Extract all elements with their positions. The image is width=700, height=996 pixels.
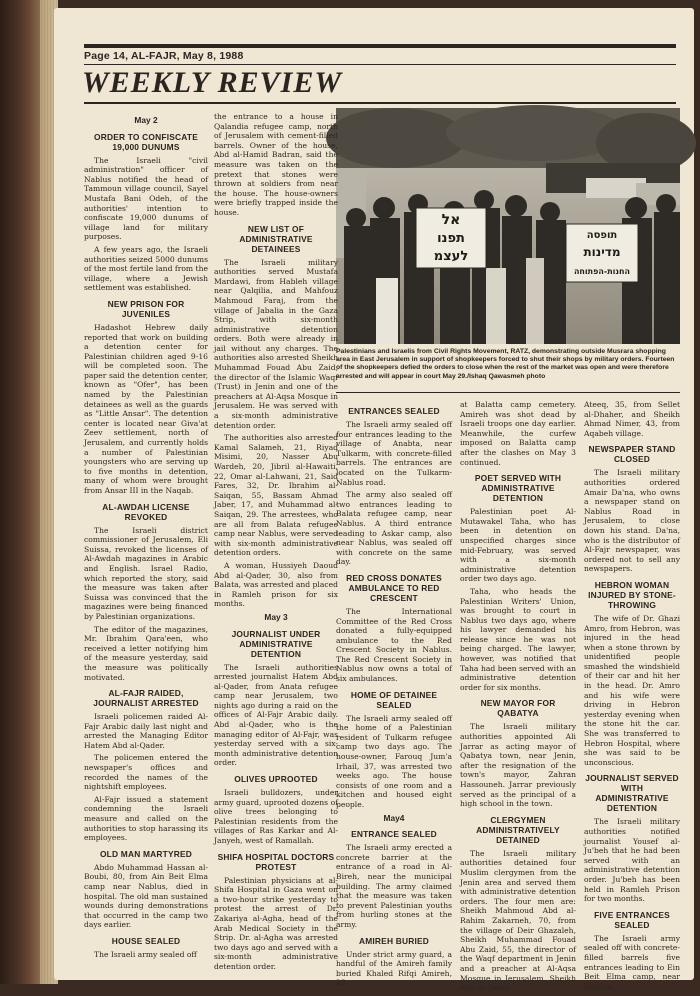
headline-journalist-served: JOURNALIST SERVED WITH ADMINISTRATIVE DETENTION: [585, 773, 679, 814]
article-text: Israeli policemen raided Al-Fajr Arabic daily last night and arrested the Managing Editor Hatem Abd al-Qader.: [84, 712, 208, 750]
article-text: Israeli bulldozers, under army guard, uprooted dozens of olive trees belonging to Palestinian residents from the villages of Ras Karkar and Al-Janyeh, west of Ramallah.: [214, 788, 338, 845]
date-may-3: May 3: [264, 611, 288, 622]
headline-new-prison: NEW PRISON FOR JUVENILES: [107, 298, 185, 319]
headline-home-detainee: HOME OF DETAINEE SEALED: [350, 689, 438, 710]
headline-clergymen: CLERGYMEN ADMINISTRATIVELY DETAINED: [476, 814, 560, 845]
article-text: The Israeli army sealed off with concrete-filled barrels five entrances leading to Ein Beit Elma camp, near Nablus.: [584, 933, 680, 991]
masthead-rule: [84, 102, 676, 104]
article-text: The Israeli authorities arrested journalist Hatem Abd al-Qader, from Anata refugee camp near Jerusalem, two nights ago during a raid on the offices of Al-Fajr Arabic daily. Abd al-Qader, who is the managing editor of Al-Fajr, was yesterday served with a six-month administrative detention order.: [214, 662, 338, 768]
article-text: The International Committee of the Red Cross donated a fully-equipped ambulance to the Red Crescent Society in Nablus. The Red Crescent Society in Nablus now owns a total of six ambulances.: [336, 606, 452, 684]
headline-al-awdah: AL-AWDAH LICENSE REVOKED: [102, 501, 190, 522]
photo-caption: Palestinians and Israelis from Civil Rights Movement, RATZ, demonstrating outside Musrara shopping area in East Jerusalem in support of shopkeepers forced to shut their shops by military orders. Fourteen of the shopkeepers defied the orders to close when the rest of the market was open and were therefore arrested and will appear in court May 29./Ishaq Qawasmeh photo: [336, 348, 675, 380]
article-text: The Israeli district commissioner of Jerusalem, Eli Suissa, revoked the licenses of Al-Awdah magazines in Arabic and English. Israel Radio, which reported the story, said the measure was taken after Suissa was convinced that the magazines were being financed by Palestinian organizations.: [84, 525, 208, 621]
article-text: The Israeli military authorities notified journalist Yousef al-Ju'beh that he had been served with an administrative detention order. Ju'beh has been held in Ramleh Prison for two months.: [584, 817, 680, 904]
headline-new-mayor: NEW MAYOR FOR QABATYA: [480, 698, 556, 719]
article-text: the entrance to a house in Qalandia refugee camp, north of Jerusalem with cement-filled barrels. Owner of the house, Abd al-Hamid Badran, said the measure was taken on the pretext that stones were thrown at soldiers from near the house. The house-owners were briefly trapped inside the house.: [214, 112, 338, 217]
header-rule: [84, 64, 676, 65]
article-text: The Israeli military authorities ordered Amair Da'na, who owns a newspaper stand on Nablus Road in Jerusalem, to close down his stand. Da'na, who is the distributor of Al-Fajr newspaper, was ordered not to sell any newspapers.: [584, 468, 680, 574]
sign-left-line-2: תפנו: [437, 231, 465, 246]
article-text: The Israeli army sealed off the home of a Palestinian resident of Tulkarm refugee camp two days ago. The house-owner, Farouq Jum'a Irhail, 37, was arrested two weeks ago. The house consists of one room and a kitchen and housed eight people.: [336, 713, 452, 809]
article-text: The Israeli military authorities appointed Ali Jarrar as acting mayor of Qabatya town, near Jenin, after the resignation of the town's mayor, Zahran Hassouneh. Jarrar previously served as the principal of a high school in the town.: [460, 722, 576, 809]
article-text: Palestinian poet Al-Mutawakel Taha, who has been in detention on unspecified charges since mid-February, was served with a six-month administrative detention order two days ago.: [460, 507, 576, 584]
headline-poet-detention: POET SERVED WITH ADMINISTRATIVE DETENTION: [474, 473, 562, 504]
headline-order-to-confiscate: ORDER TO CONFISCATE 19,000 DUNUMS: [94, 131, 198, 152]
caption-rule: [336, 392, 680, 393]
article-text: The army also sealed off two entrances leading to Balata refugee camp, near Nablus. A third entrance leading to Askar camp, also near Nablus, was sealed off with concrete on the same day.: [336, 490, 452, 567]
sign-right-line-3: החנות-הפתוחה: [573, 267, 631, 276]
article-text: A woman, Hussiyeh Daoud Abd al-Qader, 30, also from Balata, was arrested and placed in Ramleh prison for six months.: [214, 560, 338, 609]
headline-new-list-detainees: NEW LIST OF ADMINISTRATIVE DETAINEES: [239, 223, 313, 254]
headline-five-entrances: FIVE ENTRANCES SEALED: [594, 909, 670, 930]
article-text: The Israeli army sealed off four entrances leading to the village of Anabta, near Tulkarm, with concrete-filled barrels. The entrances are located on the Tulkarm-Nablus road.: [336, 420, 452, 487]
headline-shifa-protest: SHIFA HOSPITAL DOCTORS PROTEST: [217, 851, 335, 872]
article-text: Palestinian physicians at al-Shifa Hospital in Gaza went on a two-hour strike yesterday to protest the arrest of Dr. Zakariya al-Agha, head of the Arab Medical Society in the Strip. Dr. al-Agha was arrested two days ago and served with a six-month administrative detention order.: [214, 875, 338, 971]
sign-right-line-1: תופסה: [586, 230, 618, 241]
headline-hebron-woman: HEBRON WOMAN INJURED BY STONE-THROWING: [588, 579, 676, 610]
photo-illustration: [336, 108, 680, 344]
headline-red-cross: RED CROSS DONATES AMBULANCE TO RED CRESCENT: [346, 572, 442, 603]
protest-photo: [336, 108, 680, 344]
article-text: Al-Fajr issued a statement condemning the Israeli measure and called on the authorities to stop harassing its employees.: [84, 794, 208, 843]
article-text: Ateeq, 35, from Sellet al-Dhaher, and Sheikh Ahmad Nimer, 43, from Aqabeh village.: [584, 400, 680, 438]
headline-old-man: OLD MAN MARTYRED: [99, 848, 193, 859]
article-text: Hadashot Hebrew daily reported that work on building a detention center for Palestinian children aged 9-16 will be completed soon. The paper said the detention center, known as "Ofer", has been named by the Palestinian detainees as well as the guards as "Little Ansar". The detention center is located near Giva'at Zeev settlement, north of Jerusalem, and currently holds a number of Palestinian youngsters who are serving up to five months in detention, many of whom were brought from Ansar III in the Naqab.: [84, 322, 208, 495]
article-text: Abdo Muhammad Hassan al-Boubi, 80, from Ain Beit Elma camp near Nablus, died in hospital. The old man sustained wounds during demonstrations that occurred in the camp two days earlier.: [84, 862, 208, 930]
column-5: [584, 400, 680, 994]
article-text: Under strict army guard, a handful of the Amireh family buried Khaled Rifqi Amireh, 23,: [336, 949, 452, 988]
article-text: The Israeli military authorities served Mustafa Mardawi, from Hableh village near Qalqilia, and Mahfouz Mahmoud Faraj, from the village of Jabalia in the Gaza Strip, with six-month administrative detention orders. Both were already in jail without any charges. The authorities also arrested Sheikh Muhammad Fouad Abu Zaid, the director of the Islamic Waqf (Trust) in Jenin and one of the preachers at Al-Aqsa Mosque in Jerusalem. He was served with a six-month administrative detention order.: [214, 257, 338, 430]
date-may-2: May 2: [134, 115, 158, 125]
headline-amireh-buried: AMIREH BURIED: [358, 935, 430, 946]
headline-al-fajr-raided: AL-FAJR RAIDED, JOURNALIST ARRESTED: [93, 688, 199, 709]
headline-newspaper-stand: NEWSPAPER STAND CLOSED: [588, 444, 676, 465]
sign-right-line-2: מדינות: [583, 245, 621, 259]
sign-left-line-1: אל: [441, 212, 461, 228]
top-rule: [84, 44, 676, 48]
headline-house-sealed: HOUSE SEALED: [111, 935, 181, 946]
column-3: [336, 400, 452, 991]
headline-entrance-sealed: ENTRANCE SEALED: [351, 829, 437, 840]
article-text: The Israeli army sealed off: [94, 949, 197, 959]
date-may-4: May4: [383, 812, 405, 823]
article-text: Taha, who heads the Palestinian Writers' Union, was brought to court in Nablus two days ago, where his lawyer demanded his release since he was not being charged. The lawyer, however, was notified that Taha had been served with an administrative detention order for six months.: [460, 586, 576, 692]
headline-olives-uprooted: OLIVES UPROOTED: [234, 774, 318, 785]
article-text: The Israeli "civil administration" officer of Nablus notified the head of Tammoun village council, Sayel Mustafa Bani Odeh, of the authorities' intention to confiscate 19,000 dunums of village land for military purposes.: [84, 155, 208, 242]
page-header: Page 14, AL-FAJR, May 8, 1988: [84, 50, 244, 62]
article-text: A few years ago, the Israeli authorities seized 5000 dunums of the most fertile land from the village, where a Jewish settlement was established.: [84, 244, 208, 293]
article-text: at Balatta camp cemetery. Amireh was shot dead by Israeli troops one day earlier. Meanwhile, the curfew imposed on Balatta camp after the clashes on May 3 continued.: [460, 400, 576, 467]
sign-left-line-3: לעצמ: [433, 249, 469, 264]
column-2: [214, 112, 338, 975]
article-text: The editor of the magazines, Mr. Ibrahim Qara'een, who received a letter notifying him of the measure yesterday, said the measure was politically motivated.: [84, 624, 208, 682]
article-text: The Israeli army erected a concrete barrier at the entrance of a road in Al-Bireh, near the municipal building. The army claimed that the measure was taken to prevent Palestinian youths from hurling stones at the army.: [336, 843, 452, 929]
column-1: [84, 112, 208, 963]
article-text: The authorities also arrested Kamal Salameh, 21, Riyad Misimi, 20, Nasser Abu Wardeh, 20, Jibril al-Hawaiti, 22, Omar al-Lahwani, 21, Said Fares, 32, Dr. Ibrahim al-Saiqan, 55, Bassam Ahmad Jaber, 17, and Muhammad al-Saiqan, 29. The arrestees, who are all from Balata refugee camp near Nablus, were served with six-month administrative detention orders.: [214, 433, 338, 558]
headline-journalist-detention: JOURNALIST UNDER ADMINISTRATIVE DETENTION: [231, 628, 321, 659]
column-4: [460, 400, 576, 996]
masthead: WEEKLY REVIEW: [82, 66, 343, 99]
article-text: The Israeli military authorities detained four Muslim clergymen from the Jenin area and served them with administrative detention orders. The four men are: Sheikh Mahmoud Abd al-Rahim Zakarneh, 70, from the village of Deir Ghazaleh, Sheikh Muhammad Fouad Abu Zaid, 55, the director of the Waqf department in Jenin and a preacher at Al-Aqsa Mosque in Jerusalem, Sheikh Abd al-Qader: [460, 848, 576, 993]
headline-entrances-sealed: ENTRANCES SEALED: [348, 406, 440, 416]
newspaper-page: [54, 8, 694, 993]
article-text: The wife of Dr. Ghazi Amro, from Hebron, was injured in the head when a stone thrown by unidentified people smashed the windshield of their car and hit her in the head. Dr. Amro and his wife were driving in Hebron yesterday evening when the stone hit the car. She was transferred to Hebron Hospital, where she was said to be unconscious.: [584, 613, 680, 767]
article-text: The policemen entered the newspaper's offices and recorded the names of the nightshift employees.: [84, 753, 208, 792]
